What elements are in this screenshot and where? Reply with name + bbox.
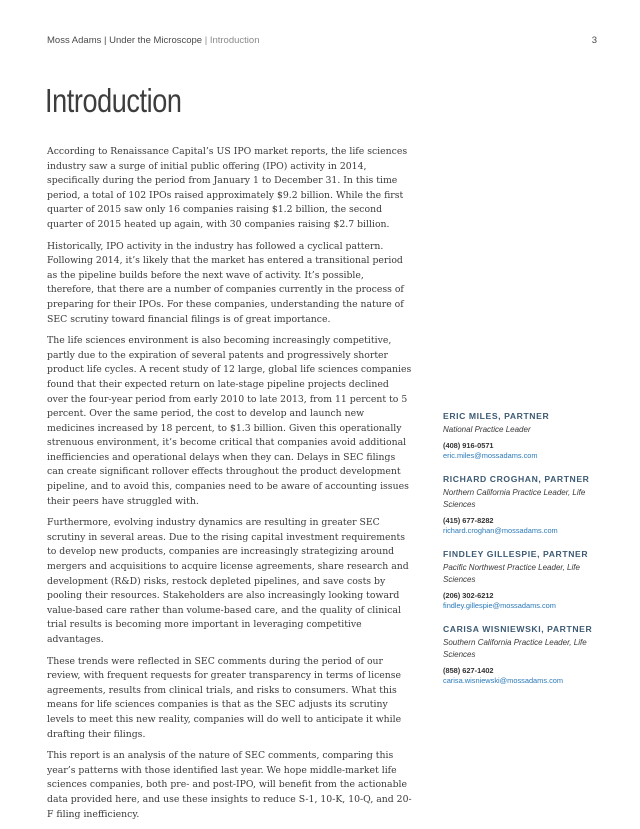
contact-phone: (858) 627-1402 xyxy=(443,666,494,675)
contact-name: FINDLEY GILLESPIE, PARTNER xyxy=(443,549,589,559)
contacts-sidebar xyxy=(443,410,603,698)
paragraph: This report is an analysis of the nature of SEC comments, comparing this year’s patterns with those identified last year. We hope middle-market life sciences companies, both pre- and post-IPO, will benefit from the actionable data provided here, and use these insights to reduce S-1, 10-K, 10-Q, and 20-F filing inefficiency. xyxy=(47,750,412,820)
contact-role: Northern California Practice Leader, Life Sciences xyxy=(443,488,586,509)
firm-name: Moss Adams xyxy=(47,35,102,46)
section-name: Introduction xyxy=(209,35,260,46)
contact-card xyxy=(443,473,603,536)
contact-name: ERIC MILES, PARTNER xyxy=(443,411,550,421)
contact-role: Pacific Northwest Practice Leader, Life Sciences xyxy=(443,563,580,584)
page-header xyxy=(47,35,597,49)
contact-name: RICHARD CROGHAN, PARTNER xyxy=(443,474,590,484)
body-text xyxy=(47,145,412,829)
contact-role: National Practice Leader xyxy=(443,425,531,434)
contact-email-link[interactable]: findley.gillespie@mossadams.com xyxy=(443,601,556,610)
contact-email-link[interactable]: eric.miles@mossadams.com xyxy=(443,451,538,460)
page-number: 3 xyxy=(591,35,597,46)
page-title: Introduction xyxy=(45,82,182,119)
running-header xyxy=(47,35,259,46)
contact-name: CARISA WISNIEWSKI, PARTNER xyxy=(443,624,593,634)
contact-email-link[interactable]: richard.croghan@mossadams.com xyxy=(443,526,558,535)
contact-card xyxy=(443,410,603,461)
header-separator: | xyxy=(104,35,107,46)
contact-email-link[interactable]: carisa.wisniewski@mossadams.com xyxy=(443,676,564,685)
contact-phone: (206) 302-6212 xyxy=(443,591,494,600)
contact-card xyxy=(443,548,603,611)
contact-phone: (408) 916-0571 xyxy=(443,441,494,450)
paragraph: The life sciences environment is also becoming increasingly competitive, partly due to the expiration of several patents and progressively shorter product life cycles. A recent study of 12 large, global life sciences companies found that their expected return on late-stage pipeline projects declined over the four-year period from early 2010 to late 2013, from 11 percent to 5 percent. Over the same period, the cost to develop and launch new medicines increased by 18 percent, to $1.3 billion. Given this operationally strenuous environment, it’s become critical that companies avoid additional inefficiencies and operational delays when they can. Delays in SEC filings can create significant rollover effects throughout the product development pipeline, and to avoid this, companies need to be aware of accounting issues their peers have struggled with. xyxy=(47,335,412,507)
paragraph: These trends were reflected in SEC comments during the period of our review, with frequent requests for greater transparency in terms of license agreements, results from clinical trials, and risks to consumers. What this means for life sciences companies is that as the SEC adjusts its scrutiny levels to meet this new reality, companies will do well to anticipate it while drafting their filings. xyxy=(47,655,402,740)
paragraph: Furthermore, evolving industry dynamics are resulting in greater SEC scrutiny in several areas. Due to the rising capital investment requirements to develop new products, companies are increasingly strategizing around mergers and acquisitions to acquire license agreements, share research and development (R&D) risks, restock depleted pipelines, and save costs by pooling their resources. Stakeholders are also increasingly looking toward value-based care rather than volume-based care, and the quality of clinical trial results is becoming more important in leveraging competitive advantages. xyxy=(47,517,409,645)
publication-name: Under the Microscope xyxy=(109,35,203,46)
paragraph: Historically, IPO activity in the industry has followed a cyclical pattern. Following 2014, it’s likely that the market has entered a transitional period as the pipeline builds before the next wave of activity. It’s possible, therefore, that there are a number of companies currently in the process of preparing for their IPOs. For these companies, understanding the nature of SEC scrutiny toward financial filings is of great importance. xyxy=(47,240,404,325)
contact-role: Southern California Practice Leader, Life Sciences xyxy=(443,638,587,659)
header-separator: | xyxy=(204,35,208,46)
contact-card xyxy=(443,623,603,686)
paragraph: According to Renaissance Capital’s US IPO market reports, the life sciences industry saw a surge of initial public offering (IPO) activity in 2014, specifically during the period from January 1 to December 31. In this time period, a total of 102 IPOs raised approximately $9.2 billion. While the first quarter of 2015 saw only 16 companies raising $1.2 billion, the second quarter of 2015 heated up again, with 30 companies raising $2.7 billion. xyxy=(47,146,408,230)
contact-phone: (415) 677-8282 xyxy=(443,516,494,525)
